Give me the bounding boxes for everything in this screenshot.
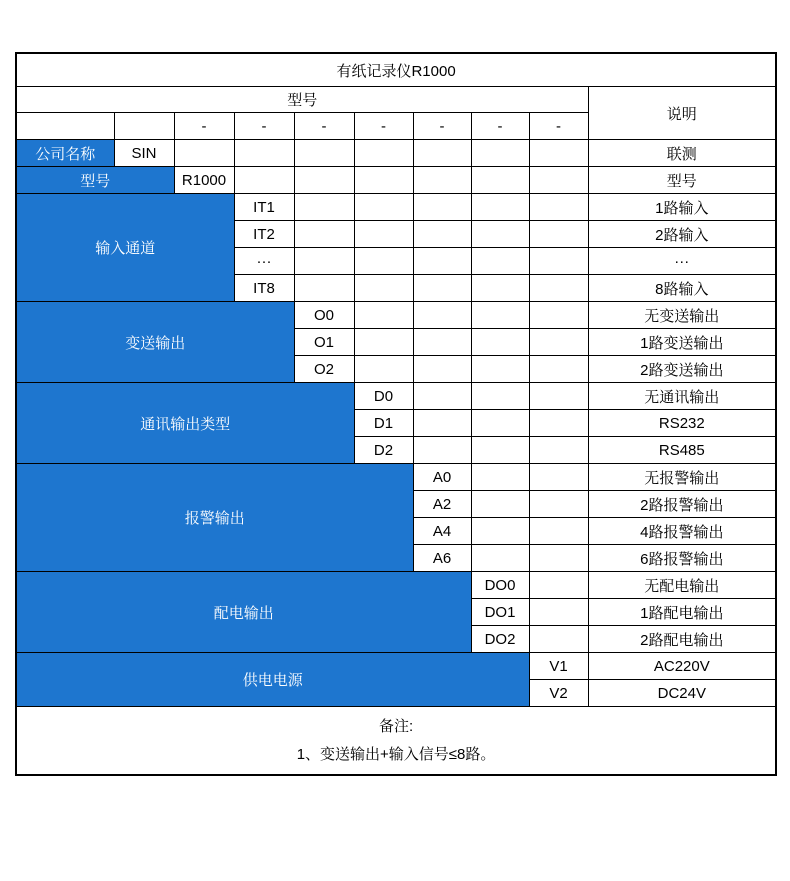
code-cell: O1 bbox=[294, 329, 354, 356]
group-label-cell: 供电电源 bbox=[16, 653, 529, 707]
empty-cell bbox=[529, 329, 588, 356]
empty-cell bbox=[471, 464, 529, 491]
empty-cell bbox=[354, 275, 413, 302]
empty-cell bbox=[413, 329, 471, 356]
dash-cell: - bbox=[354, 113, 413, 140]
code-cell: D2 bbox=[354, 437, 413, 464]
empty-cell bbox=[529, 194, 588, 221]
group-label-cell: 变送输出 bbox=[16, 302, 294, 383]
empty-cell bbox=[354, 221, 413, 248]
empty-cell bbox=[354, 140, 413, 167]
empty-cell bbox=[529, 437, 588, 464]
dash-cell: - bbox=[234, 113, 294, 140]
desc-cell: 型号 bbox=[588, 167, 776, 194]
empty-cell bbox=[294, 167, 354, 194]
empty-cell bbox=[471, 545, 529, 572]
table-row bbox=[16, 383, 776, 410]
empty-cell bbox=[114, 113, 174, 140]
empty-cell bbox=[413, 383, 471, 410]
desc-cell: 无配电输出 bbox=[588, 572, 776, 599]
empty-cell bbox=[471, 437, 529, 464]
desc-cell: 无报警输出 bbox=[588, 464, 776, 491]
group-label-cell: 型号 bbox=[16, 167, 174, 194]
empty-cell bbox=[354, 329, 413, 356]
notes-heading: 备注: bbox=[378, 717, 414, 735]
empty-cell bbox=[471, 383, 529, 410]
code-cell: DO1 bbox=[471, 599, 529, 626]
empty-cell bbox=[413, 167, 471, 194]
title-row bbox=[16, 53, 776, 87]
code-cell: A0 bbox=[413, 464, 471, 491]
desc-cell: DC24V bbox=[588, 680, 776, 707]
empty-cell bbox=[413, 194, 471, 221]
code-cell: IT2 bbox=[234, 221, 294, 248]
code-cell: V2 bbox=[529, 680, 588, 707]
empty-cell bbox=[529, 464, 588, 491]
empty-cell bbox=[529, 356, 588, 383]
empty-cell bbox=[529, 383, 588, 410]
desc-cell: 1路变送输出 bbox=[588, 329, 776, 356]
empty-cell bbox=[413, 275, 471, 302]
empty-cell bbox=[413, 410, 471, 437]
desc-cell: 2路变送输出 bbox=[588, 356, 776, 383]
code-cell: D0 bbox=[354, 383, 413, 410]
empty-cell bbox=[354, 194, 413, 221]
header-row bbox=[16, 87, 776, 113]
desc-cell: ··· bbox=[588, 248, 776, 275]
empty-cell bbox=[234, 167, 294, 194]
empty-cell bbox=[529, 221, 588, 248]
empty-cell bbox=[529, 302, 588, 329]
desc-cell: AC220V bbox=[588, 653, 776, 680]
code-cell: ··· bbox=[234, 248, 294, 275]
empty-cell bbox=[413, 356, 471, 383]
code-cell: SIN bbox=[114, 140, 174, 167]
code-cell: IT8 bbox=[234, 275, 294, 302]
group-label-cell: 配电输出 bbox=[16, 572, 471, 653]
desc-cell: RS232 bbox=[588, 410, 776, 437]
empty-cell bbox=[413, 302, 471, 329]
empty-cell bbox=[413, 221, 471, 248]
desc-cell: 2路输入 bbox=[588, 221, 776, 248]
empty-cell bbox=[529, 140, 588, 167]
empty-cell bbox=[529, 626, 588, 653]
empty-cell bbox=[354, 248, 413, 275]
empty-cell bbox=[529, 410, 588, 437]
empty-cell bbox=[471, 356, 529, 383]
code-cell: O2 bbox=[294, 356, 354, 383]
table-row bbox=[16, 653, 776, 680]
model-header: 型号 bbox=[16, 87, 588, 113]
desc-cell: 联测 bbox=[588, 140, 776, 167]
empty-cell bbox=[413, 248, 471, 275]
code-cell: IT1 bbox=[234, 194, 294, 221]
desc-cell: 2路配电输出 bbox=[588, 626, 776, 653]
empty-cell bbox=[471, 140, 529, 167]
table-row bbox=[16, 194, 776, 221]
empty-cell bbox=[354, 167, 413, 194]
empty-cell bbox=[413, 437, 471, 464]
dash-cell: - bbox=[471, 113, 529, 140]
empty-cell bbox=[471, 329, 529, 356]
desc-cell: 1路输入 bbox=[588, 194, 776, 221]
empty-cell bbox=[529, 572, 588, 599]
code-cell: R1000 bbox=[174, 167, 234, 194]
table-row bbox=[16, 302, 776, 329]
empty-cell bbox=[529, 491, 588, 518]
desc-cell: 6路报警输出 bbox=[588, 545, 776, 572]
group-label-cell: 输入通道 bbox=[16, 194, 234, 302]
empty-cell bbox=[529, 167, 588, 194]
notes-cell bbox=[16, 707, 776, 776]
empty-cell bbox=[16, 113, 114, 140]
empty-cell bbox=[529, 545, 588, 572]
empty-cell bbox=[471, 302, 529, 329]
group-label-cell: 通讯输出类型 bbox=[16, 383, 354, 464]
table-row bbox=[16, 140, 776, 167]
dash-cell: - bbox=[413, 113, 471, 140]
note-item: 1、变送输出+输入信号≤8路。 bbox=[296, 745, 496, 763]
empty-cell bbox=[413, 140, 471, 167]
empty-cell bbox=[294, 221, 354, 248]
dash-cell: - bbox=[174, 113, 234, 140]
model-selection-table bbox=[15, 52, 777, 776]
empty-cell bbox=[294, 194, 354, 221]
empty-cell bbox=[354, 302, 413, 329]
empty-cell bbox=[294, 140, 354, 167]
empty-cell bbox=[471, 221, 529, 248]
empty-cell bbox=[234, 140, 294, 167]
desc-cell: 1路配电输出 bbox=[588, 599, 776, 626]
table-row bbox=[16, 167, 776, 194]
empty-cell bbox=[294, 275, 354, 302]
desc-cell: 8路输入 bbox=[588, 275, 776, 302]
code-cell: A2 bbox=[413, 491, 471, 518]
group-label-cell: 公司名称 bbox=[16, 140, 114, 167]
empty-cell bbox=[471, 275, 529, 302]
empty-cell bbox=[529, 599, 588, 626]
desc-cell: RS485 bbox=[588, 437, 776, 464]
page-title: 有纸记录仪R1000 bbox=[16, 53, 776, 87]
empty-cell bbox=[471, 491, 529, 518]
empty-cell bbox=[471, 167, 529, 194]
code-cell: DO2 bbox=[471, 626, 529, 653]
code-cell: DO0 bbox=[471, 572, 529, 599]
table-row bbox=[16, 464, 776, 491]
group-label-cell: 报警输出 bbox=[16, 464, 413, 572]
dash-cell: - bbox=[529, 113, 588, 140]
notes-row bbox=[16, 707, 776, 776]
desc-cell: 4路报警输出 bbox=[588, 518, 776, 545]
table-row bbox=[16, 572, 776, 599]
code-cell: O0 bbox=[294, 302, 354, 329]
code-cell: V1 bbox=[529, 653, 588, 680]
desc-cell: 无通讯输出 bbox=[588, 383, 776, 410]
table-body bbox=[16, 53, 776, 775]
empty-cell bbox=[529, 275, 588, 302]
empty-cell bbox=[529, 248, 588, 275]
code-cell: A6 bbox=[413, 545, 471, 572]
empty-cell bbox=[471, 248, 529, 275]
empty-cell bbox=[471, 410, 529, 437]
code-cell: D1 bbox=[354, 410, 413, 437]
code-cell: A4 bbox=[413, 518, 471, 545]
empty-cell bbox=[174, 140, 234, 167]
empty-cell bbox=[471, 518, 529, 545]
desc-cell: 2路报警输出 bbox=[588, 491, 776, 518]
desc-header: 说明 bbox=[588, 87, 776, 140]
dash-cell: - bbox=[294, 113, 354, 140]
empty-cell bbox=[529, 518, 588, 545]
empty-cell bbox=[354, 356, 413, 383]
desc-cell: 无变送输出 bbox=[588, 302, 776, 329]
empty-cell bbox=[471, 194, 529, 221]
empty-cell bbox=[294, 248, 354, 275]
